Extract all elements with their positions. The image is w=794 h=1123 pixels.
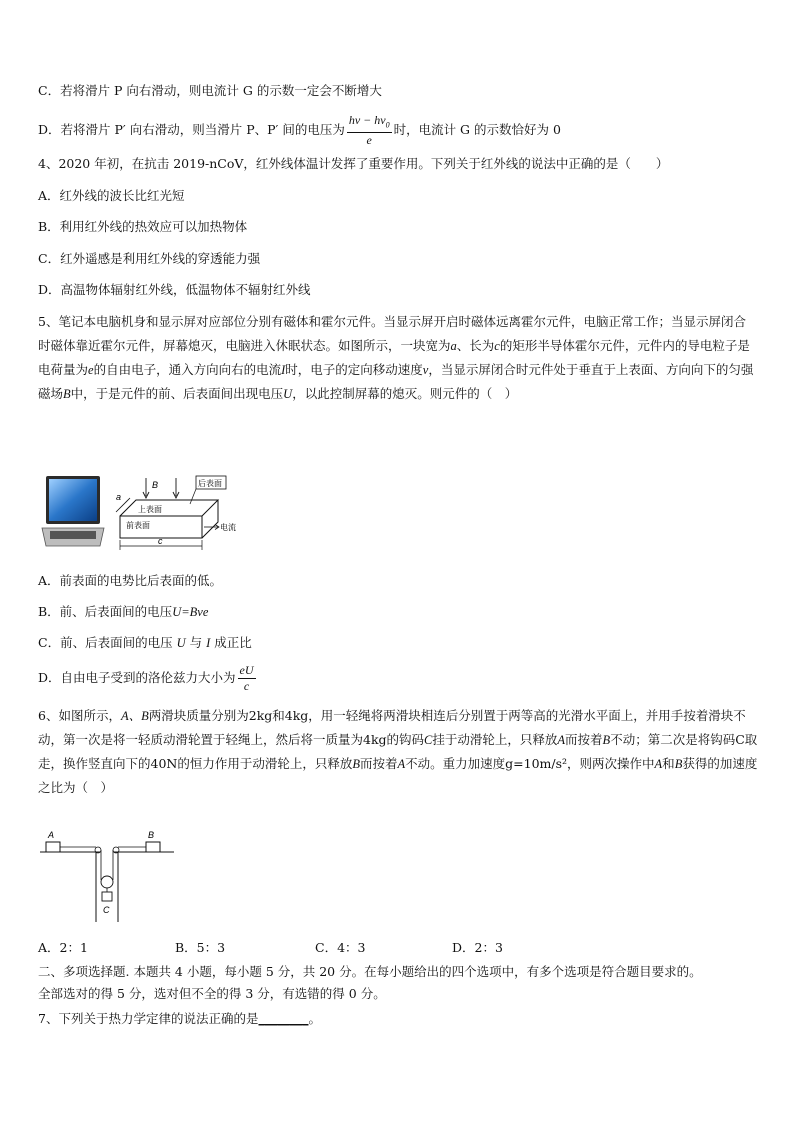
q5-option-c (38, 634, 252, 652)
label-back-surface: 后表面 (198, 479, 222, 488)
q5-stem-part: 中，于是元件的前、后表面间出现电压 (70, 386, 284, 401)
q3-d-numerator: hν − hν (348, 113, 386, 127)
q4-option-a: A．红外线的波长比红光短 (38, 188, 185, 203)
q4-option-b: B．利用红外线的热效应可以加热物体 (38, 219, 248, 234)
q5-d-denominator: c (243, 679, 250, 693)
q6-var-A: A (397, 757, 406, 771)
label-a: a (116, 492, 122, 502)
section2-scoring: 全部选对的得 5 分，选对但不全的得 3 分，有选错的得 0 分。 (38, 986, 386, 1001)
q5-var-e: e (88, 363, 94, 377)
weight-C (102, 892, 112, 901)
pulley-figure (38, 826, 178, 926)
q5-var-v: v (422, 363, 429, 377)
block-B (146, 842, 160, 852)
q3-d-text-end: 时，电流计 G 的示数恰好为 0 (393, 122, 561, 138)
q5-stem-part: 的自由电子，通入方向向右的电流 (93, 362, 282, 377)
q5-c-var-I: I (206, 636, 211, 650)
laptop-figure (40, 472, 106, 552)
q6-option-a: A．2：1 (38, 940, 88, 955)
q6-stem-part: 而按着 (565, 732, 603, 747)
q5-c-var-U: U (176, 636, 186, 650)
q5-option-a: A．前表面的电势比后表面的低。 (38, 573, 223, 588)
q6-option-d: D．2：3 (452, 940, 503, 955)
q5-c-text: 成正比 (214, 635, 252, 650)
q4-stem: 4、2020 年初，在抗击 2019-nCoV，红外线体温计发挥了重要作用。下列关于红外线的说法中正确的是（ ） (38, 156, 669, 171)
q6-option-b: B．5：3 (175, 940, 226, 955)
q6-var-B: B (352, 757, 360, 771)
back-surface-pointer (190, 489, 196, 504)
q6-stem-part: 和 (662, 756, 675, 771)
label-A: A (48, 830, 55, 840)
q6-var-C: C (424, 733, 433, 747)
q7-end: 。 (308, 1011, 321, 1026)
q3-option-c: C．若将滑片 P 向右滑动，则电流计 G 的示数一定会不断增大 (38, 83, 382, 98)
q5-stem-part: 、长为 (456, 338, 495, 353)
q6-stem-part: 不动；第二次是将钩码C取走，换作竖直向下的40N的恒力作用于动滑轮上，只释放 (38, 732, 758, 771)
q6-stem-part: 而按着 (360, 756, 398, 771)
q5-stem-part: 的矩形半导体霍尔元件，元件内的导电粒子是电荷量为 (38, 338, 750, 377)
label-B: B (152, 480, 159, 490)
q5-option-b (38, 603, 208, 621)
q3-d-denominator: e (366, 133, 372, 148)
label-c: c (158, 536, 163, 546)
label-B: B (148, 830, 155, 840)
q3-d-sub: 0 (385, 120, 390, 130)
q6-stem-part: 不动。重力加速度g=10m/s²，则两次操作中 (405, 756, 655, 771)
q5-c-text: 与 (189, 635, 203, 650)
q6-stem-part: 获得的加速度之比为（ ） (38, 756, 758, 795)
q5-d-fraction (238, 663, 256, 694)
q4-option-d: D．高温物体辐射红外线，低温物体不辐射红外线 (38, 282, 311, 297)
q5-var-a: a (450, 339, 457, 353)
movable-pulley (101, 876, 113, 888)
q5-c-text: C．前、后表面间的电压 (38, 635, 173, 650)
q5-var-c: c (494, 339, 500, 353)
q6-stem-part: 6、如图所示， (38, 708, 121, 723)
q5-var-B: B (63, 387, 71, 401)
q5-stem-part: 5、笔记本电脑机身和显示屏对应部位分别有磁体和霍尔元件。当显示屏开启时磁体远离霍尔元件，电脑正常工作；当显示屏闭合时磁体靠近霍尔元件，屏幕熄灭，电脑进入休眠状态。如图所示，一块宽为 (38, 314, 746, 353)
q6-var-B: B (674, 757, 683, 771)
q6-var-A: A (557, 733, 566, 747)
q6-var-AB: A、B (120, 709, 149, 723)
q6-stem-part: 两滑块质量分别为2kg和4kg，用一轻绳将两滑块相连后分别置于两等高的光滑水平面上，并用手按着滑块不动，第一次是将一轻质动滑轮置于轻绳上，然后将一质量为4kg的钩码 (38, 708, 746, 747)
q7-answer-blank[interactable]: ________ (258, 1011, 309, 1026)
label-front-surface: 前表面 (126, 521, 150, 530)
hall-side-face (202, 500, 218, 538)
q5-b-formula: U=Bve (172, 605, 209, 619)
q3-d-fraction (347, 113, 392, 148)
q6-stem-part: 挂于动滑轮上，只释放 (432, 732, 558, 747)
q5-stem-part: 时，电子的定向移动速度 (285, 362, 423, 377)
q6-option-c: C．4：3 (315, 940, 366, 955)
q3-d-text: D．若将滑片 P′ 向右滑动，则当滑片 P、P′ 间的电压为 (38, 122, 345, 138)
laptop-keyboard (50, 531, 96, 539)
q4-option-c: C．红外遥感是利用红外线的穿透能力强 (38, 251, 261, 266)
q5-stem (38, 310, 758, 406)
q5-d-numerator: eU (239, 663, 254, 677)
block-A (46, 842, 60, 852)
laptop-screen (49, 479, 97, 521)
hall-top-face (120, 500, 218, 516)
q6-stem (38, 704, 758, 800)
label-C: C (103, 905, 110, 915)
hall-element-figure (112, 472, 242, 554)
q5-stem-part: ，当显示屏闭合时元件处于垂直于上表面、方向向下的匀强磁场 (38, 362, 754, 401)
q5-stem-part: ，以此控制屏幕的熄灭。则元件的（ ） (292, 386, 518, 401)
q5-option-d (38, 662, 258, 694)
q5-d-text: D．自由电子受到的洛伦兹力大小为 (38, 670, 236, 685)
q5-var-U: U (283, 387, 293, 401)
q6-var-A: A (654, 757, 663, 771)
q6-var-B: B (602, 733, 611, 747)
q7-text: 7、下列关于热力学定律的说法正确的是 (38, 1011, 259, 1026)
q3-option-d (38, 113, 561, 148)
q5-b-text: B．前、后表面间的电压 (38, 604, 173, 619)
label-top-surface: 上表面 (138, 505, 162, 514)
q5-var-I: I (281, 363, 286, 377)
label-current: 电流 (220, 523, 236, 532)
q7-stem (38, 1010, 321, 1028)
section2-heading: 二、多项选择题. 本题共 4 小题，每小题 5 分，共 20 分。在每小题给出的四个选项中，有多个选项是符合题目要求的。 (38, 964, 702, 979)
